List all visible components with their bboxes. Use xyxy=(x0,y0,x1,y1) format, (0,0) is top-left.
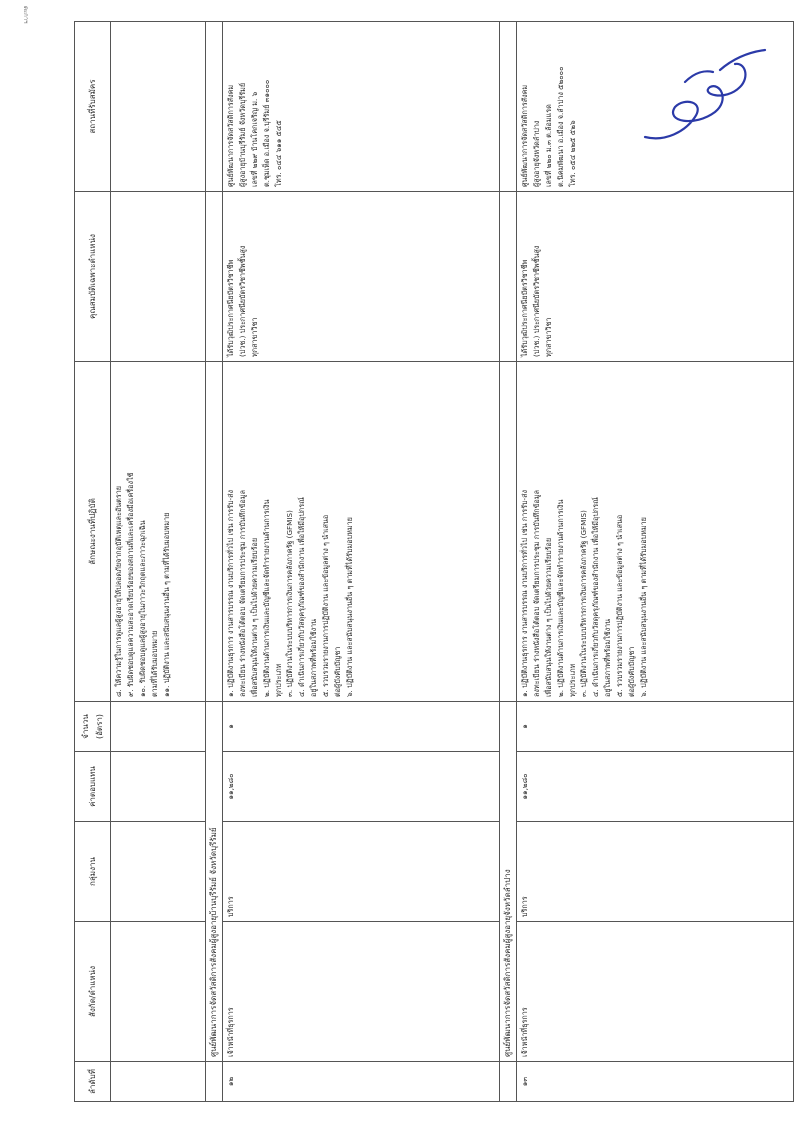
job-table xyxy=(74,21,794,1102)
header-position: สังกัด/ตำแหน่ง xyxy=(75,922,111,1062)
table-row xyxy=(517,22,794,1102)
row-duties: ๑. ปฏิบัติงานธุรการ งานสารบรรณ งานบริการทั่วไป เช่น การรับ-ส่ง ลงทะเบียน ร่างหนังสือโต้ตอบ จัดเตรียมการประชุม การบันทึกข้อมูล เพื่อสนับสนุนให้งานต่าง ๆ เป็นไปด้วยความเรียบร้อย ๒. ปฏิบัติงานด้านการเงินและบัญชีและจัดทำรายงานด้านการเงิน ทุกประเภท ๓. ปฏิบัติงานในระบบบริหารการเงินการคลังภาครัฐ (GFMIS) ๔. ดำเนินการเกี่ยวกับวัสดุครุภัณฑ์ของสำนักงาน เพื่อให้มีอุปกรณ์ อยู่ในสภาพที่พร้อมใช้งาน ๕. รวบรวมรายงานการปฏิบัติงาน และข้อมูลต่าง ๆ นำเสนอ ต่อผู้บังคับบัญชา ๖. ปฏิบัติงาน และสนับสนุนงานอื่น ๆ ตามที่ได้รับมอบหมาย xyxy=(223,362,500,702)
carry-over-row xyxy=(111,22,206,1102)
row-count: ๑ xyxy=(517,702,794,752)
table-row xyxy=(223,22,500,1102)
row-count: ๑ xyxy=(223,702,500,752)
row-pay: ๑๑,๒๘๐ xyxy=(223,752,500,822)
section-title-row xyxy=(206,22,223,1102)
row-position: เจ้าหน้าที่ธุรการ xyxy=(517,922,794,1062)
row-pay: ๑๑,๒๘๐ xyxy=(517,752,794,822)
row-qualification: ได้รับวุฒิประกาศนียบัตรวิชาชีพ (ปวช.) ประกาศนียบัตรวิชาชีพชั้นสูง ทุกสาขาวิชา xyxy=(517,192,794,362)
carry-over-duties: ๘. ให้ความรู้ในการดูแลผู้สูงอายุให้ปลอดภัยจากอุบัติเหตุและอันตราย ๙. รับผิดชอบดูแลความสะอาดเรียบร้อยของสถานที่และเครื่องมือเครื่องใช้ ๑๐. รับผิดชอบดูแลผู้สูงอายุในภาวะวิกฤตและภาวะฉุกเฉิน ตามที่ได้รับมอบหมาย ๑๑. ปฏิบัติงาน และสนับสนุนงานอื่น ๆ ตามที่ได้รับมอบหมาย xyxy=(111,362,206,702)
row-duties: ๑. ปฏิบัติงานธุรการ งานสารบรรณ งานบริการทั่วไป เช่น การรับ-ส่ง ลงทะเบียน ร่างหนังสือโต้ตอบ จัดเตรียมการประชุม การบันทึกข้อมูล เพื่อสนับสนุนให้งานต่าง ๆ เป็นไปด้วยความเรียบร้อย ๒. ปฏิบัติงานด้านการเงินและบัญชีและจัดทำรายงานด้านการเงิน ทุกประเภท ๓. ปฏิบัติงานในระบบบริหารการเงินการคลังภาครัฐ (GFMIS) ๔. ดำเนินการเกี่ยวกับวัสดุครุภัณฑ์ของสำนักงาน เพื่อให้มีอุปกรณ์ อยู่ในสภาพที่พร้อมใช้งาน ๕. รวบรวมรายงานการปฏิบัติงาน และข้อมูลต่าง ๆ นำเสนอ ต่อผู้บังคับบัญชา ๖. ปฏิบัติงาน และสนับสนุนงานอื่น ๆ ตามที่ได้รับมอบหมาย xyxy=(517,362,794,702)
row-group: บริการ xyxy=(517,822,794,922)
header-no: ลำดับที่ xyxy=(75,1062,111,1102)
row-apply-place: ศูนย์พัฒนาการจัดสวัสดิการสังคม ผู้สูงอายุจังหวัดลำปาง เลขที่ ๒๒๐ ม.๓ ต.ล้อมแรด ต.นิคมพัฒนา อ.เมือง จ.ลำปาง ๕๒๐๐๐ โทร. ๐๕๔ ๒๒๕ ๕๒๖ xyxy=(517,22,794,192)
section-title: ศูนย์พัฒนาการจัดสวัสดิการสังคมผู้สูงอายุบ้านบุรีรัมย์ จังหวัดบุรีรัมย์ xyxy=(206,702,223,1062)
row-no: ๑๒ xyxy=(223,1062,500,1102)
row-position: เจ้าหน้าที่ธุรการ xyxy=(223,922,500,1062)
header-count: จำนวน (อัตรา) xyxy=(75,702,111,752)
handwritten-signature xyxy=(625,42,775,152)
header-qualification: คุณสมบัติเฉพาะตำแหน่ง xyxy=(75,192,111,362)
row-qualification: ได้รับวุฒิประกาศนียบัตรวิชาชีพ (ปวช.) ประกาศนียบัตรวิชาชีพชั้นสูง ทุกสาขาวิชา xyxy=(223,192,500,362)
header-apply-place: สถานที่รับสมัคร xyxy=(75,22,111,192)
row-no: ๑๓ xyxy=(517,1062,794,1102)
header-row xyxy=(75,22,111,1102)
page-marker: ตะกาฯ xyxy=(22,6,29,24)
section-title-row xyxy=(500,22,517,1102)
row-apply-place: ศูนย์พัฒนาการจัดสวัสดิการสังคม ผู้สูงอายุบ้านบุรีรัมย์ จังหวัดบุรีรัมย์ เลขที่ ๒๒๙ บ้านโคกเจริญ ม. ๖ ต.ชุมเห็ด อ.เมือง จ.บุรีรัมย์ ๓๑๐๐๐ โทร. ๐๔๔ ๖๑๑ ๕๔๕ xyxy=(223,22,500,192)
header-group: กลุ่มงาน xyxy=(75,822,111,922)
header-duties: ลักษณะงานที่ปฏิบัติ xyxy=(75,362,111,702)
section-title: ศูนย์พัฒนาการจัดสวัสดิการสังคมผู้สูงอายุจังหวัดลำปาง xyxy=(500,702,517,1062)
rotated-table-frame xyxy=(74,22,794,1102)
row-group: บริการ xyxy=(223,822,500,922)
header-pay: ค่าตอบแทน xyxy=(75,752,111,822)
